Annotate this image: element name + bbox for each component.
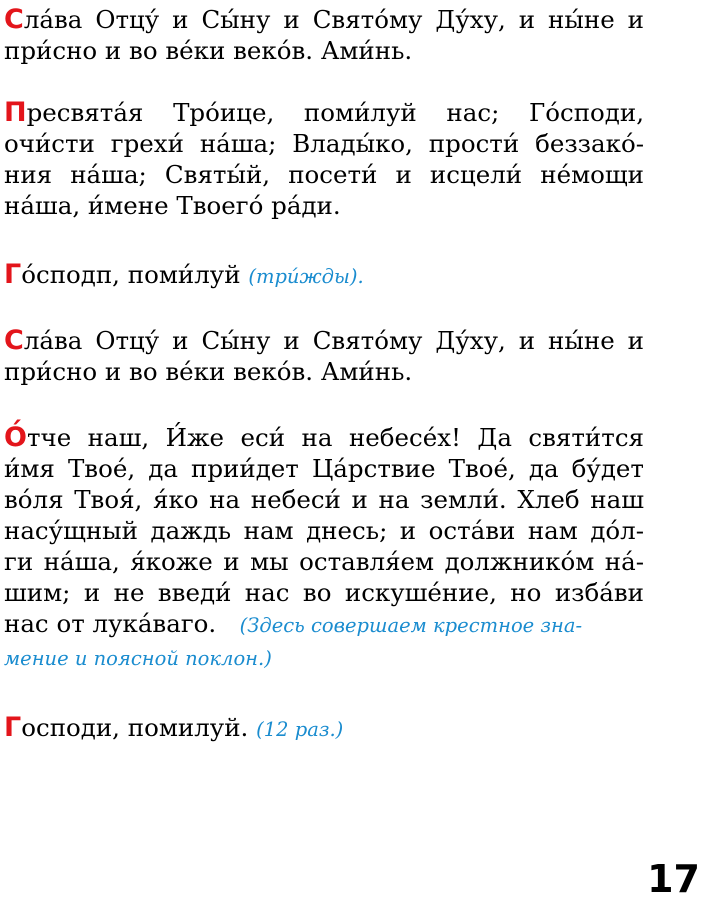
text-line (4, 641, 644, 674)
paragraph-lord-have-mercy-twelve (4, 712, 644, 745)
text-line: ги на́ша, я́коже и мы оставля́ем должнико́м на́- (4, 547, 644, 576)
paragraph-lord-have-mercy-thrice (4, 259, 644, 292)
drop-initial: П (4, 97, 27, 128)
paragraph-our-father (4, 422, 644, 674)
text-line (4, 325, 644, 356)
rubric-note: мение и поясной поклон.) (4, 647, 272, 670)
line-text: нас от лука́ваго. (4, 609, 217, 638)
text-line: на́ша, и́мене Твоего́ ра́ди. (4, 191, 341, 220)
drop-initial: О́ (4, 422, 27, 453)
text-line: шим; и не введи́ нас во искуше́ние, но изба́ви (4, 578, 644, 607)
text-line: и́мя Твое́, да прии́дет Ца́рствие Твое́, да бу́дет (4, 454, 644, 483)
drop-initial: Г (4, 712, 22, 743)
rubric-note: (12 раз.) (256, 718, 344, 741)
text-line: при́сно и во ве́ки веко́в. Ами́нь. (4, 36, 413, 65)
text-line (4, 259, 644, 292)
rubric-note: (три́жды). (248, 265, 364, 288)
text-line: во́ля Твоя́, я́ко на небеси́ и на земли́. Хлеб наш (4, 485, 644, 514)
text-line (4, 4, 644, 35)
text-line (4, 97, 644, 128)
paragraph-glory-2 (4, 325, 644, 387)
line-text: ла́ва Отцу́ и Сы́ну и Свято́му Ду́ху, и ны́не и (23, 326, 644, 355)
text-line: насу́щный даждь нам днесь; и оста́ви нам до́л- (4, 516, 644, 545)
paragraph-glory-1 (4, 4, 644, 66)
text-line (4, 712, 644, 745)
text-line (4, 608, 644, 641)
page-number: 17 (647, 857, 700, 901)
line-text: тче наш, И́же еси́ на небесе́х! Да святи́тся (26, 423, 644, 452)
drop-initial: С (4, 325, 24, 356)
text-line: ния на́ша; Святы́й, посети́ и исцели́ не́мощи (4, 160, 644, 189)
rubric-note: (Здесь совершаем крестное зна- (239, 614, 583, 637)
paragraph-trinity (4, 97, 644, 221)
line-text: осподи, помилуй. (21, 713, 249, 742)
line-text: ла́ва Отцу́ и Сы́ну и Свято́му Ду́ху, и ны́не и (23, 5, 644, 34)
text-line: при́сно и во ве́ки веко́в. Ами́нь. (4, 357, 413, 386)
text-line (4, 422, 644, 453)
drop-initial: С (4, 4, 24, 35)
line-text: о́сподп, поми́луй (21, 260, 241, 289)
drop-initial: Г (4, 259, 22, 290)
text-line: очи́сти грехи́ на́ша; Влады́ко, прости́ беззако́- (4, 129, 644, 158)
line-text: ресвята́я Тро́ице, поми́луй нас; Го́споди, (26, 98, 644, 127)
